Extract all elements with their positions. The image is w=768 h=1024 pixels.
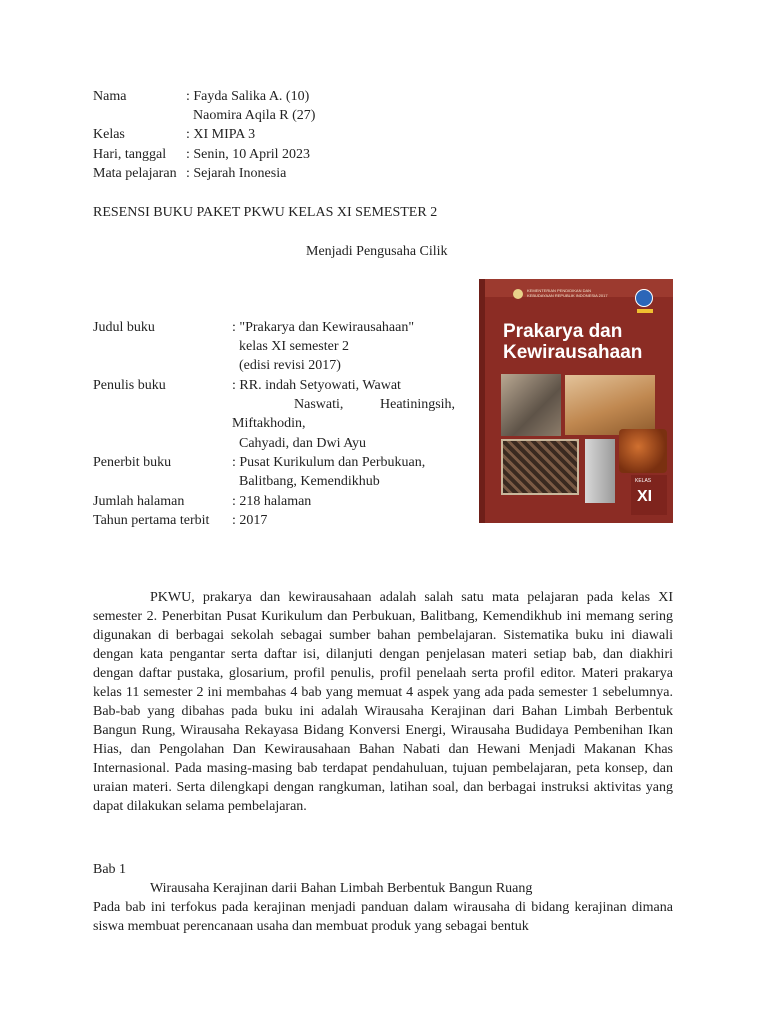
nama-value-1: : Fayda Salika A. (10) xyxy=(186,89,310,104)
nama-value-2: Naomira Aqila R (27) xyxy=(186,108,316,123)
cover-badge xyxy=(637,309,653,313)
mata-pelajaran-value: : Sejarah Inonesia xyxy=(186,166,287,181)
bab-1-title: Wirausaha Kerajinan darii Bahan Limbah Berbentuk Bangun Ruang xyxy=(150,881,533,896)
cover-spine xyxy=(479,279,485,523)
penulis-buku-line-4: Cahyadi, dan Dwi Ayu xyxy=(232,436,367,451)
cover-kelas-label: KELAS xyxy=(635,478,652,484)
document-title: RESENSI BUKU PAKET PKWU KELAS XI SEMESTER 2 xyxy=(93,205,438,220)
cover-kelas-number: XI xyxy=(637,488,653,505)
penerbit-buku-line-1: : Pusat Kurikulum dan Perbukuan, xyxy=(232,455,426,470)
tahun-terbit-label: Tahun pertama terbit xyxy=(93,513,210,528)
tahun-terbit-value: : 2017 xyxy=(232,513,268,528)
judul-buku-line-2: kelas XI semester 2 xyxy=(232,339,350,354)
kelas-label: Kelas xyxy=(93,127,125,142)
review-paragraph: PKWU, prakarya dan kewirausahaan adalah salah satu mata pelajaran pada kelas XI semester 2. Penerbitan Pusat Kurikulum dan Perbukuan, Balitbang, Kemendikhub ini memang sering digunakan di berbagai sekolah sebagai sumber bahan pembelajaran. Sistematika buku ini diawali dengan kata pengantar serta daftar isi, dilanjuti dengan penjelasan materi setiap bab, dan diakhiri dengan daftar pustaka, glosarium, profil penulis, profil penelaah serta profil editor. Materi prakarya kelas 11 semester 2 ini membahas 4 bab yang memuat 4 aspek yang ada pada semester 1 sebelumnya. Bab-bab yang dibahas pada buku ini adalah Wirausaha Kerajinan dari Bahan Limbah Berbentuk Bangun Rung, Wirausaha Rekayasa Bidang Konversi Energi, Wirausaha Budidaya Pembenihan Ikan Hias, dan Pengolahan Dan Kewirausahaan Bahan Nabati dan Hewani Menjadi Makanan Khas Internasional. Pada masing-masing bab terdapat pendahuluan, tujuan pembelajaran, peta konsep, dan uraian materi. Serta dilengkapi dengan rangkuman, latihan soal, dan berbagai instruksi aktivitas yang dapat dilakukan selama pembelajaran. xyxy=(93,590,673,814)
judul-buku-line-3: (edisi revisi 2017) xyxy=(232,358,341,373)
jumlah-halaman-label: Jumlah halaman xyxy=(93,494,185,509)
penulis-buku-line-2b: Heatiningsih, xyxy=(380,397,456,412)
hari-tanggal-value: : Senin, 10 April 2023 xyxy=(186,147,311,162)
cover-title-line-2: Kewirausahaan xyxy=(503,342,643,363)
cover-photo-boxes xyxy=(565,375,655,435)
hari-tanggal-label: Hari, tanggal xyxy=(93,147,167,162)
bab-1-heading: Bab 1 xyxy=(93,862,127,877)
cover-ministry-text: KEMENTERIAN PENDIDIKAN DAN KEBUDAYAAN REPUBLIK INDONESIA 2017 xyxy=(527,288,608,298)
kelas-value: : XI MIPA 3 xyxy=(186,127,256,142)
book-cover-image xyxy=(479,279,673,523)
document-subtitle: Menjadi Pengusaha Cilik xyxy=(306,244,448,259)
bab-1-text: Pada bab ini terfokus pada kerajinan menjadi panduan dalam wirausaha di bidang kerajinan dimana siswa membuat perencanaan usaha dan membuat produk yang sebagai bentuk xyxy=(93,900,673,934)
penulis-buku-label: Penulis buku xyxy=(93,378,166,393)
judul-buku-line-1: : "Prakarya dan Kewirausahaan" xyxy=(232,320,415,335)
garuda-emblem-icon xyxy=(513,289,523,299)
cover-photo-craft xyxy=(501,374,561,436)
penerbit-buku-line-2: Balitbang, Kemendikhub xyxy=(232,474,380,489)
penulis-buku-line-2a: Naswati, xyxy=(294,397,344,412)
judul-buku-label: Judul buku xyxy=(93,320,155,335)
mata-pelajaran-label: Mata pelajaran xyxy=(93,166,177,181)
nama-label: Nama xyxy=(93,89,127,104)
cover-photo-food xyxy=(619,429,667,473)
cover-title-line-1: Prakarya dan xyxy=(503,321,623,342)
penulis-buku-line-1: : RR. indah Setyowati, Wawat xyxy=(232,378,401,393)
penulis-buku-line-3: Miftakhodin, xyxy=(232,416,306,431)
penerbit-buku-label: Penerbit buku xyxy=(93,455,172,470)
cover-photo-tray xyxy=(501,439,579,495)
jumlah-halaman-value: : 218 halaman xyxy=(232,494,312,509)
kurikulum-logo-icon xyxy=(635,289,653,307)
cover-photo-machine xyxy=(585,439,615,503)
